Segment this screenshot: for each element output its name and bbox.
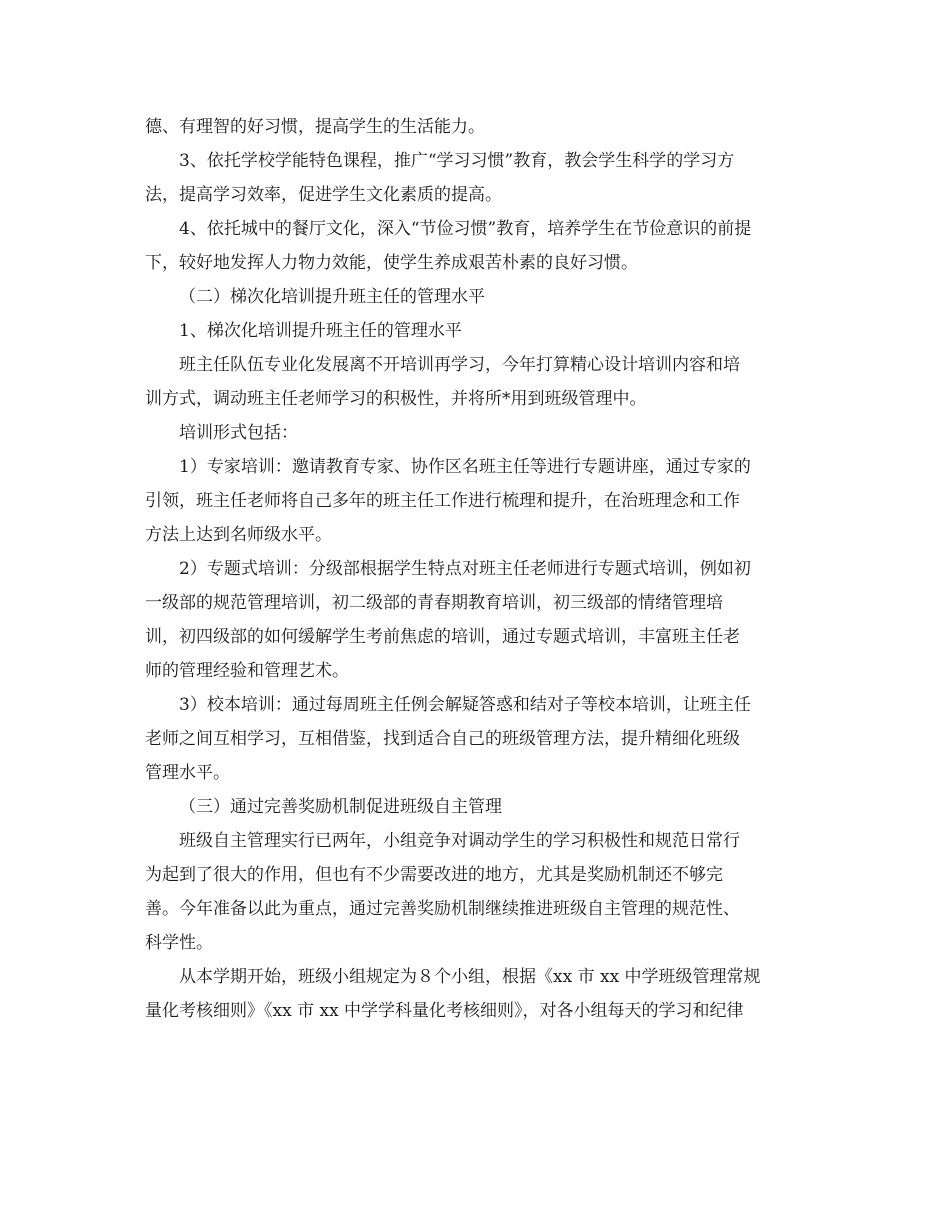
text-line: 师的管理经验和管理艺术。 xyxy=(145,661,349,681)
text-line: 善。今年准备以此为重点，通过完善奖励机制继续推进班级自主管理的规范性、 xyxy=(145,899,740,919)
text-line: 量化考核细则》《xx 市 xx 中学学科量化考核细则》，对各小组每天的学习和纪律 xyxy=(145,1001,744,1021)
text-line: 训，初四级部的如何缓解学生考前焦虑的培训，通过专题式培训，丰富班主任老 xyxy=(145,627,740,647)
text-line: 班主任队伍专业化发展离不开培训再学习，今年打算精心设计培训内容和培 xyxy=(179,355,740,375)
subsection-heading xyxy=(145,314,815,348)
paragraph xyxy=(145,110,815,144)
paragraph xyxy=(145,144,815,212)
text-line: 从本学期开始，班级小组规定为８个小组，根据《xx 市 xx 中学班级管理常规 xyxy=(179,967,761,987)
text-line: 下，较好地发挥人力物力效能，使学生养成艰苦朴素的良好习惯。 xyxy=(145,253,638,273)
text-line: （二）梯次化培训提升班主任的管理水平 xyxy=(179,287,485,307)
text-line: 训方式，调动班主任老师学习的积极性，并将所*用到班级管理中。 xyxy=(145,389,647,409)
text-line: 方法上达到名师级水平。 xyxy=(145,525,332,545)
text-line: 培训形式包括： xyxy=(179,423,298,443)
text-line: 老师之间互相学习，互相借鉴，找到适合自己的班级管理方法，提升精细化班级 xyxy=(145,729,740,749)
paragraph xyxy=(145,824,815,960)
paragraph xyxy=(145,688,815,790)
text-line: 一级部的规范管理培训，初二级部的青春期教育培训，初三级部的情绪管理培 xyxy=(145,593,723,613)
text-line: 4、依托城中的餐厅文化，深入“节俭习惯”教育，培养学生在节俭意识的前提 xyxy=(179,219,752,239)
paragraph xyxy=(145,960,815,1028)
paragraph xyxy=(145,552,815,688)
paragraph xyxy=(145,416,815,450)
paragraph xyxy=(145,450,815,552)
section-heading xyxy=(145,790,815,824)
text-line: 1、梯次化培训提升班主任的管理水平 xyxy=(179,321,462,341)
document-body xyxy=(145,110,815,1028)
section-heading xyxy=(145,280,815,314)
text-line: 为起到了很大的作用，但也有不少需要改进的地方，尤其是奖励机制还不够完 xyxy=(145,865,723,885)
text-line: 德、有理智的好习惯，提高学生的生活能力。 xyxy=(145,117,485,137)
text-line: 3）校本培训：通过每周班主任例会解疑答惑和结对子等校本培训，让班主任 xyxy=(179,695,751,715)
text-line: 1）专家培训：邀请教育专家、协作区名班主任等进行专题讲座，通过专家的 xyxy=(179,457,751,477)
text-line: 班级自主管理实行已两年，小组竞争对调动学生的学习积极性和规范日常行 xyxy=(179,831,740,851)
text-line: 科学性。 xyxy=(145,933,213,953)
paragraph xyxy=(145,348,815,416)
text-line: 引领，班主任老师将自己多年的班主任工作进行梳理和提升，在治班理念和工作 xyxy=(145,491,740,511)
text-line: 法，提高学习效率，促进学生文化素质的提高。 xyxy=(145,185,502,205)
text-line: 管理水平。 xyxy=(145,763,230,783)
text-line: 2）专题式培训：分级部根据学生特点对班主任老师进行专题式培训，例如初 xyxy=(179,559,751,579)
paragraph xyxy=(145,212,815,280)
text-line: （三）通过完善奖励机制促进班级自主管理 xyxy=(179,797,502,817)
text-line: 3、依托学校学能特色课程，推广“学习习惯”教育，教会学生科学的学习方 xyxy=(179,151,735,171)
